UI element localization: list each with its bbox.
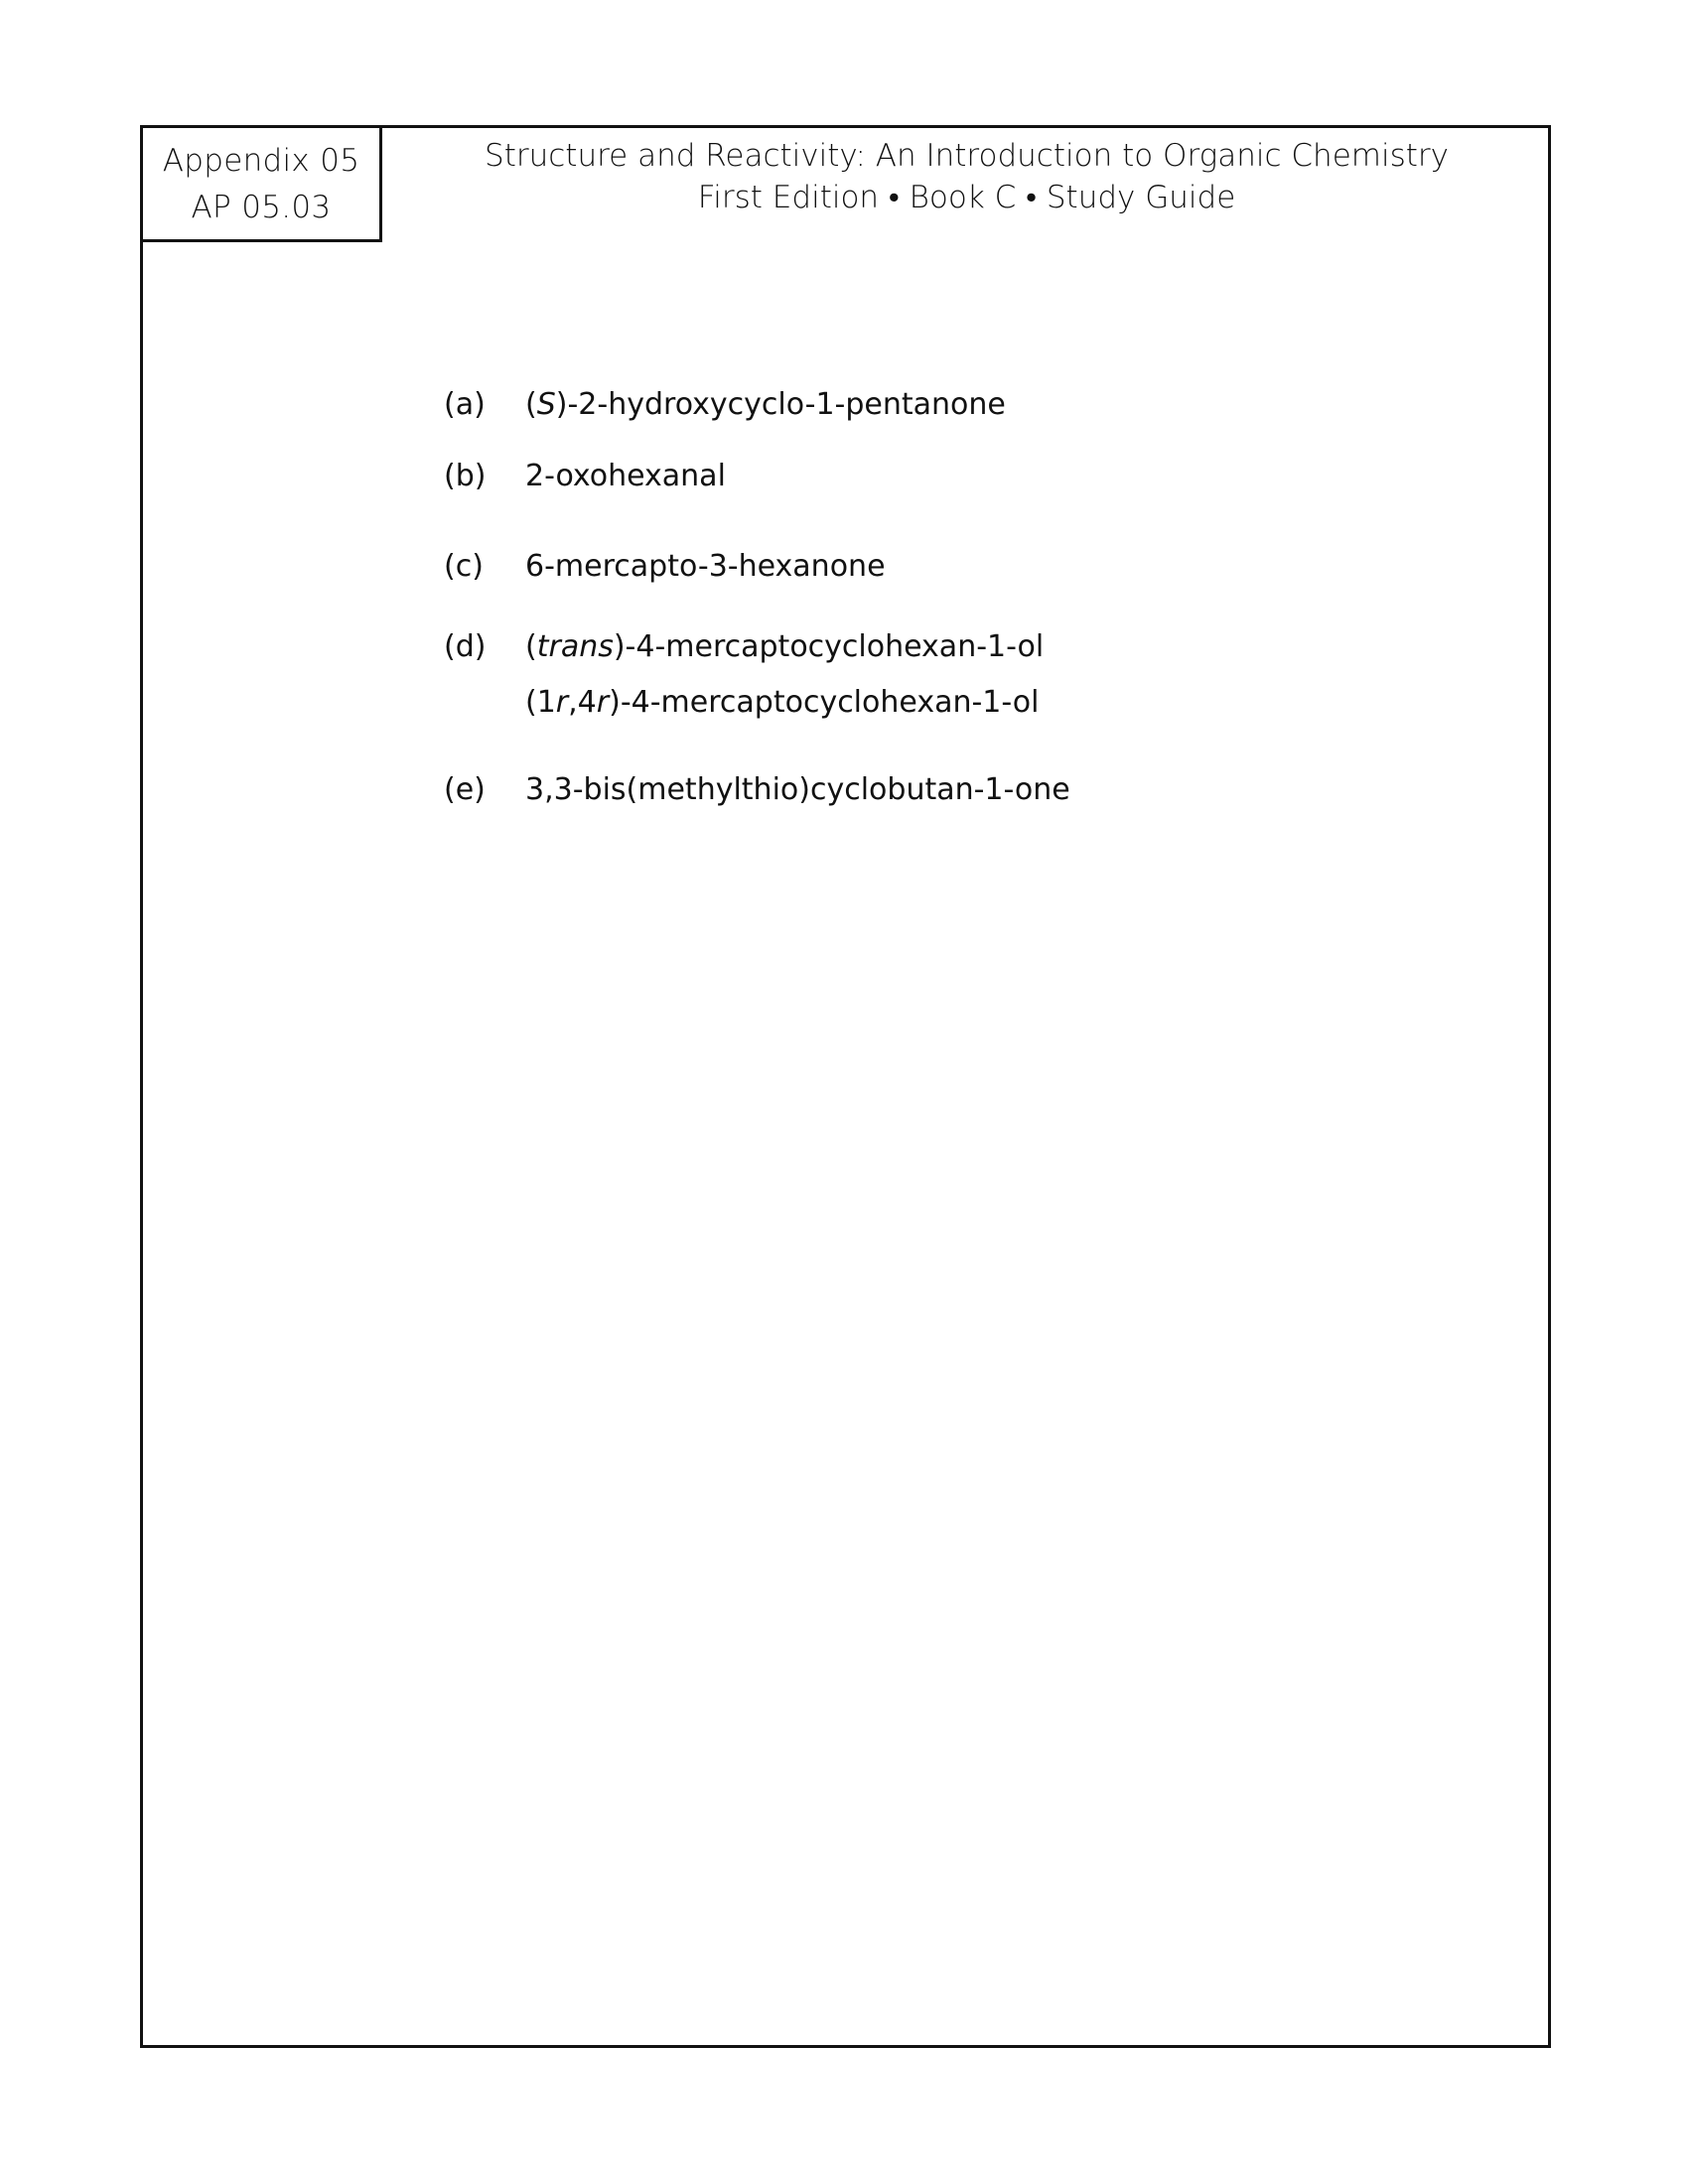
item-label: (a) (444, 387, 486, 422)
item-name-alt: (1r,4r)-4-mercaptocyclohexan-1-ol (525, 685, 1040, 720)
edition-line: First Edition • Book C • Study Guide (697, 180, 1236, 215)
item-label: (b) (444, 459, 487, 493)
item-name: 3,3-bis(methylthio)cyclobutan-1-one (525, 772, 1070, 807)
item-label: (e) (444, 772, 486, 807)
item-name: 6-mercapto-3-hexanone (525, 549, 886, 584)
item-label: (c) (444, 549, 484, 584)
item-name: 2-oxohexanal (525, 459, 726, 493)
appendix-label: Appendix 05 (162, 143, 360, 179)
book-title: Structure and Reactivity: An Introduction to Organic Chemistry (485, 138, 1449, 174)
book-header (382, 135, 1551, 218)
appendix-box (140, 125, 382, 242)
item-name: (S)-2-hydroxycyclo-1-pentanone (525, 387, 1006, 422)
page-code: AP 05.03 (191, 190, 332, 225)
item-label: (d) (444, 629, 487, 664)
item-name: (trans)-4-mercaptocyclohexan-1-ol (525, 629, 1045, 664)
